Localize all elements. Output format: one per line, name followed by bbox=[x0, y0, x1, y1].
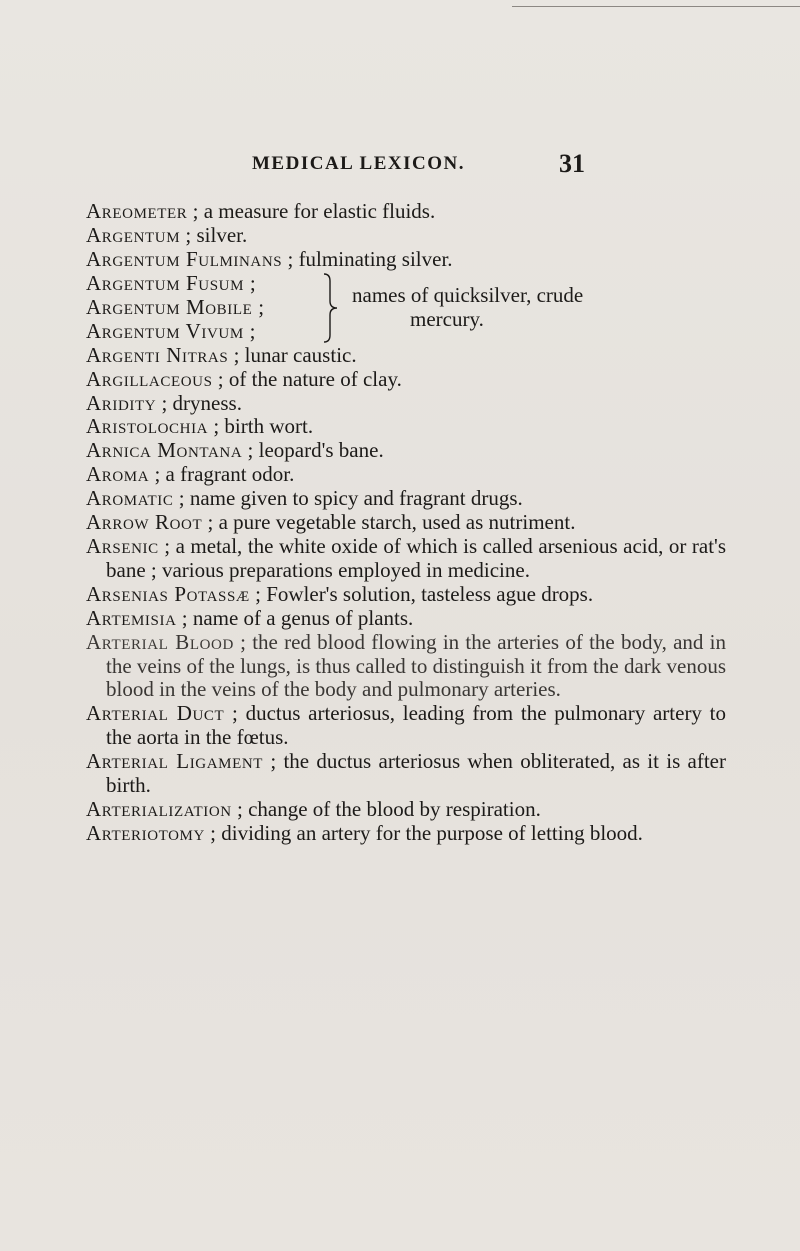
entry-aridity bbox=[86, 392, 726, 416]
group-definition-line: names of quicksilver, crude bbox=[352, 282, 584, 307]
group-definition bbox=[352, 284, 682, 332]
entry-definition: ; fulminating silver. bbox=[282, 246, 453, 271]
entry-aromatic bbox=[86, 487, 726, 511]
entry-term: Aroma bbox=[86, 462, 150, 487]
entry-artemisia bbox=[86, 607, 726, 631]
entry-term: Aridity bbox=[86, 390, 157, 415]
entry-definition: ; Fowler's solution, tasteless ague drops. bbox=[249, 581, 594, 606]
top-rule bbox=[512, 6, 800, 7]
entry-definition: ; silver. bbox=[180, 222, 248, 247]
entry-term: Artemisia bbox=[86, 605, 177, 630]
entry-definition: ; dryness. bbox=[156, 390, 242, 415]
entry-aristolochia bbox=[86, 415, 726, 439]
group-definition-line: mercury. bbox=[410, 306, 484, 331]
entry-definition: ; ductus arteriosus, leading from the pulmonary artery to the aorta in the fœtus. bbox=[106, 701, 726, 750]
entry-definition: ; a fragrant odor. bbox=[149, 462, 295, 487]
entry-term: Arrow Root bbox=[86, 510, 203, 535]
entry-definition: ; name given to spicy and fragrant drugs. bbox=[173, 486, 523, 511]
entry-argentum-fusum: Argentum Fusum ; bbox=[86, 270, 257, 295]
entry-definition: ; lunar caustic. bbox=[228, 342, 357, 367]
entry-arterial-duct bbox=[86, 702, 726, 750]
page-number: 31 bbox=[559, 149, 585, 178]
entry-aroma bbox=[86, 463, 726, 487]
entry-arteriotomy bbox=[86, 822, 726, 846]
entry-arterialization bbox=[86, 798, 726, 822]
entry-definition: ; a metal, the white oxide of which is called arsenious acid, or rat's bane ; various preparations employed in medicine. bbox=[106, 533, 726, 582]
entry-term: Argentum Fulminans bbox=[86, 246, 283, 271]
entry-term: Argentum bbox=[86, 222, 181, 247]
entry-term: Arnica Montana bbox=[86, 438, 243, 463]
entry-arterial-blood bbox=[86, 631, 726, 703]
header-title: MEDICAL LEXICON. bbox=[252, 153, 465, 174]
entry-definition: ; leopard's bane. bbox=[242, 438, 384, 463]
entry-argentum bbox=[86, 224, 726, 248]
entry-definition: ; birth wort. bbox=[208, 414, 314, 439]
entry-argentum-mobile: Argentum Mobile ; bbox=[86, 294, 265, 319]
entry-areometer bbox=[86, 200, 726, 224]
entry-term: Arterial Blood bbox=[86, 629, 234, 654]
entry-definition: ; the ductus arteriosus when obliterated, as it is after birth. bbox=[106, 749, 726, 798]
entry-term: Areometer bbox=[86, 199, 188, 223]
entry-arrow-root bbox=[86, 511, 726, 535]
entry-group-quicksilver bbox=[86, 272, 726, 344]
entry-term: Argillaceous bbox=[86, 366, 213, 391]
running-header bbox=[0, 149, 800, 179]
entry-definition: ; a pure vegetable starch, used as nutriment. bbox=[202, 510, 576, 535]
entry-argillaceous bbox=[86, 368, 726, 392]
entry-argenti-nitras bbox=[86, 344, 726, 368]
entry-term: Arterialization bbox=[86, 796, 232, 821]
entry-arterial-ligament bbox=[86, 750, 726, 798]
entry-term: Arsenic bbox=[86, 533, 159, 558]
entry-arnica-montana bbox=[86, 439, 726, 463]
entry-definition: ; of the nature of clay. bbox=[212, 366, 402, 391]
entry-term: Aristolochia bbox=[86, 414, 209, 439]
entry-term: Argenti Nitras bbox=[86, 342, 229, 367]
entry-argentum-vivum: Argentum Vivum ; bbox=[86, 318, 257, 343]
entry-definition: ; the red blood flowing in the arteries of the body, and in the veins of the lungs, is thus called to distinguish it from the dark venous blood in the veins of the body and pulmonary arteries. bbox=[106, 629, 727, 702]
entry-arsenias-potassae bbox=[86, 583, 726, 607]
entry-argentum-fulminans bbox=[86, 248, 726, 272]
entry-term: Aromatic bbox=[86, 486, 174, 511]
entry-definition: ; name of a genus of plants. bbox=[176, 605, 414, 630]
entry-term: Arterial Ligament bbox=[86, 749, 264, 774]
entry-term: Arteriotomy bbox=[86, 820, 205, 845]
brace-icon bbox=[322, 273, 338, 343]
entry-arsenic bbox=[86, 535, 726, 583]
entry-term: Arsenias Potassæ bbox=[86, 581, 250, 606]
entry-definition: ; a measure for elastic fluids. bbox=[187, 199, 436, 223]
group-terms bbox=[86, 272, 265, 344]
entry-definition: ; change of the blood by respiration. bbox=[231, 796, 541, 821]
entry-term: Arterial Duct bbox=[86, 701, 225, 726]
entry-definition: ; dividing an artery for the purpose of letting blood. bbox=[204, 820, 643, 845]
lexicon-entries bbox=[86, 200, 726, 846]
